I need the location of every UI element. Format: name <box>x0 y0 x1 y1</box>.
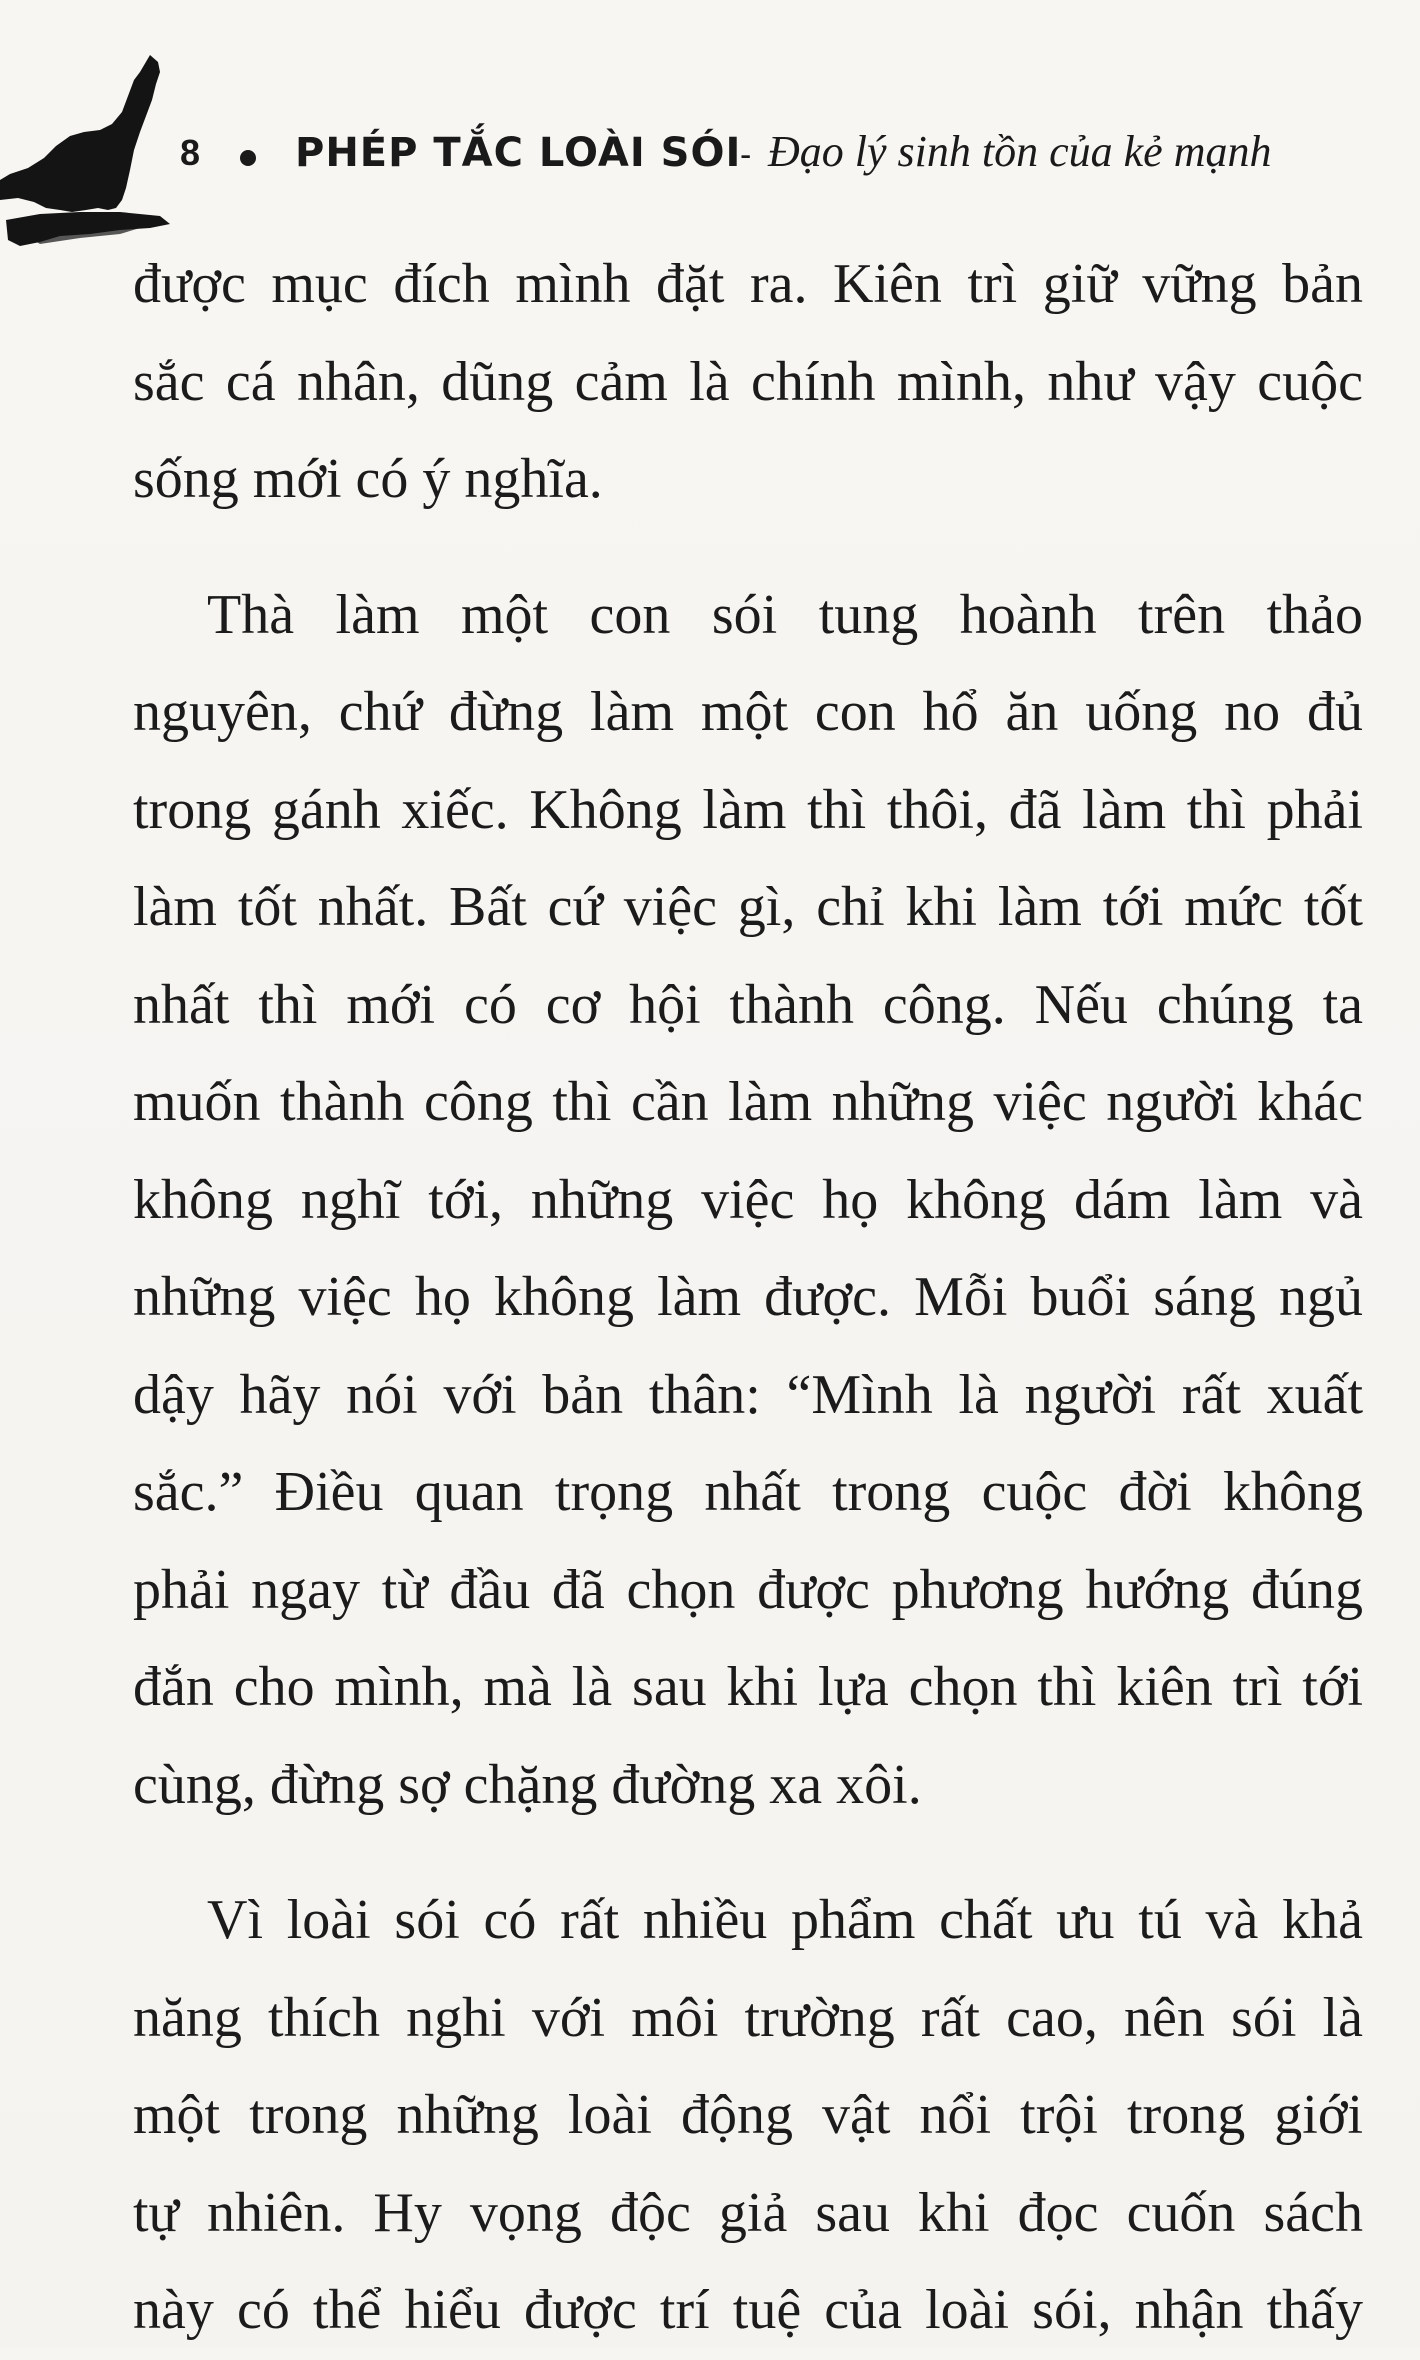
text-line: trong gánh xiếc. Không làm thì thôi, đã làm thì phải <box>133 778 1363 841</box>
text-line: không nghĩ tới, những việc họ không dám làm và <box>133 1168 1363 1231</box>
book-title: PHÉP TẮC LOÀI SÓI <box>295 130 742 176</box>
text-line: những việc họ không làm được. Mỗi buổi sáng ngủ <box>133 1266 1363 1328</box>
text-line: này có thể hiểu được trí tuệ của loài sói, nhận thấy <box>133 2279 1363 2341</box>
text-line: được mục đích mình đặt ra. Kiên trì giữ vững bản <box>133 253 1363 315</box>
bullet-dot <box>240 150 256 166</box>
paragraph <box>133 1872 1363 2360</box>
text-line: làm tốt nhất. Bất cứ việc gì, chỉ khi làm tới mức tốt <box>133 876 1363 938</box>
paragraph <box>133 567 1363 1835</box>
text-line: nhất thì mới có cơ hội thành công. Nếu chúng ta <box>133 973 1363 1036</box>
howling-wolf-icon <box>0 50 180 250</box>
text-line: nguyên, chứ đừng làm một con hổ ăn uống no đủ <box>133 681 1363 743</box>
title-separator: - <box>740 136 752 174</box>
text-line: sắc cá nhân, dũng cảm là chính mình, như vậy cuộc <box>133 350 1363 413</box>
text-line: tự nhiên. Hy vọng độc giả sau khi đọc cuốn sách <box>133 2181 1363 2244</box>
running-header <box>0 20 1420 250</box>
text-line: dậy hãy nói với bản thân: “Mình là người rất xuất <box>133 1363 1363 1426</box>
page-number: 8 <box>180 132 202 173</box>
text-line: đắn cho mình, mà là sau khi lựa chọn thì kiên trì tới <box>133 1656 1363 1718</box>
text-line: năng thích nghi với môi trường rất cao, nên sói là <box>133 1986 1363 2049</box>
text-line: Thà làm một con sói tung hoành trên thảo <box>207 583 1363 646</box>
text-line: một trong những loài động vật nổi trội trong giới <box>133 2084 1363 2146</box>
text-line: cùng, đừng sợ chặng đường xa xôi. <box>133 1753 922 1816</box>
paragraph <box>133 236 1363 529</box>
body-text <box>133 236 1363 2360</box>
text-line: muốn thành công thì cần làm những việc người khác <box>133 1071 1363 1133</box>
text-line: Vì loài sói có rất nhiều phẩm chất ưu tú và khả <box>207 1889 1363 1951</box>
book-subtitle: Đạo lý sinh tồn của kẻ mạnh <box>768 127 1272 176</box>
text-line: sống mới có ý nghĩa. <box>133 448 603 510</box>
text-line: phải ngay từ đầu đã chọn được phương hướng đúng <box>133 1558 1363 1621</box>
text-line: sắc.” Điều quan trọng nhất trong cuộc đời không <box>133 1461 1363 1523</box>
